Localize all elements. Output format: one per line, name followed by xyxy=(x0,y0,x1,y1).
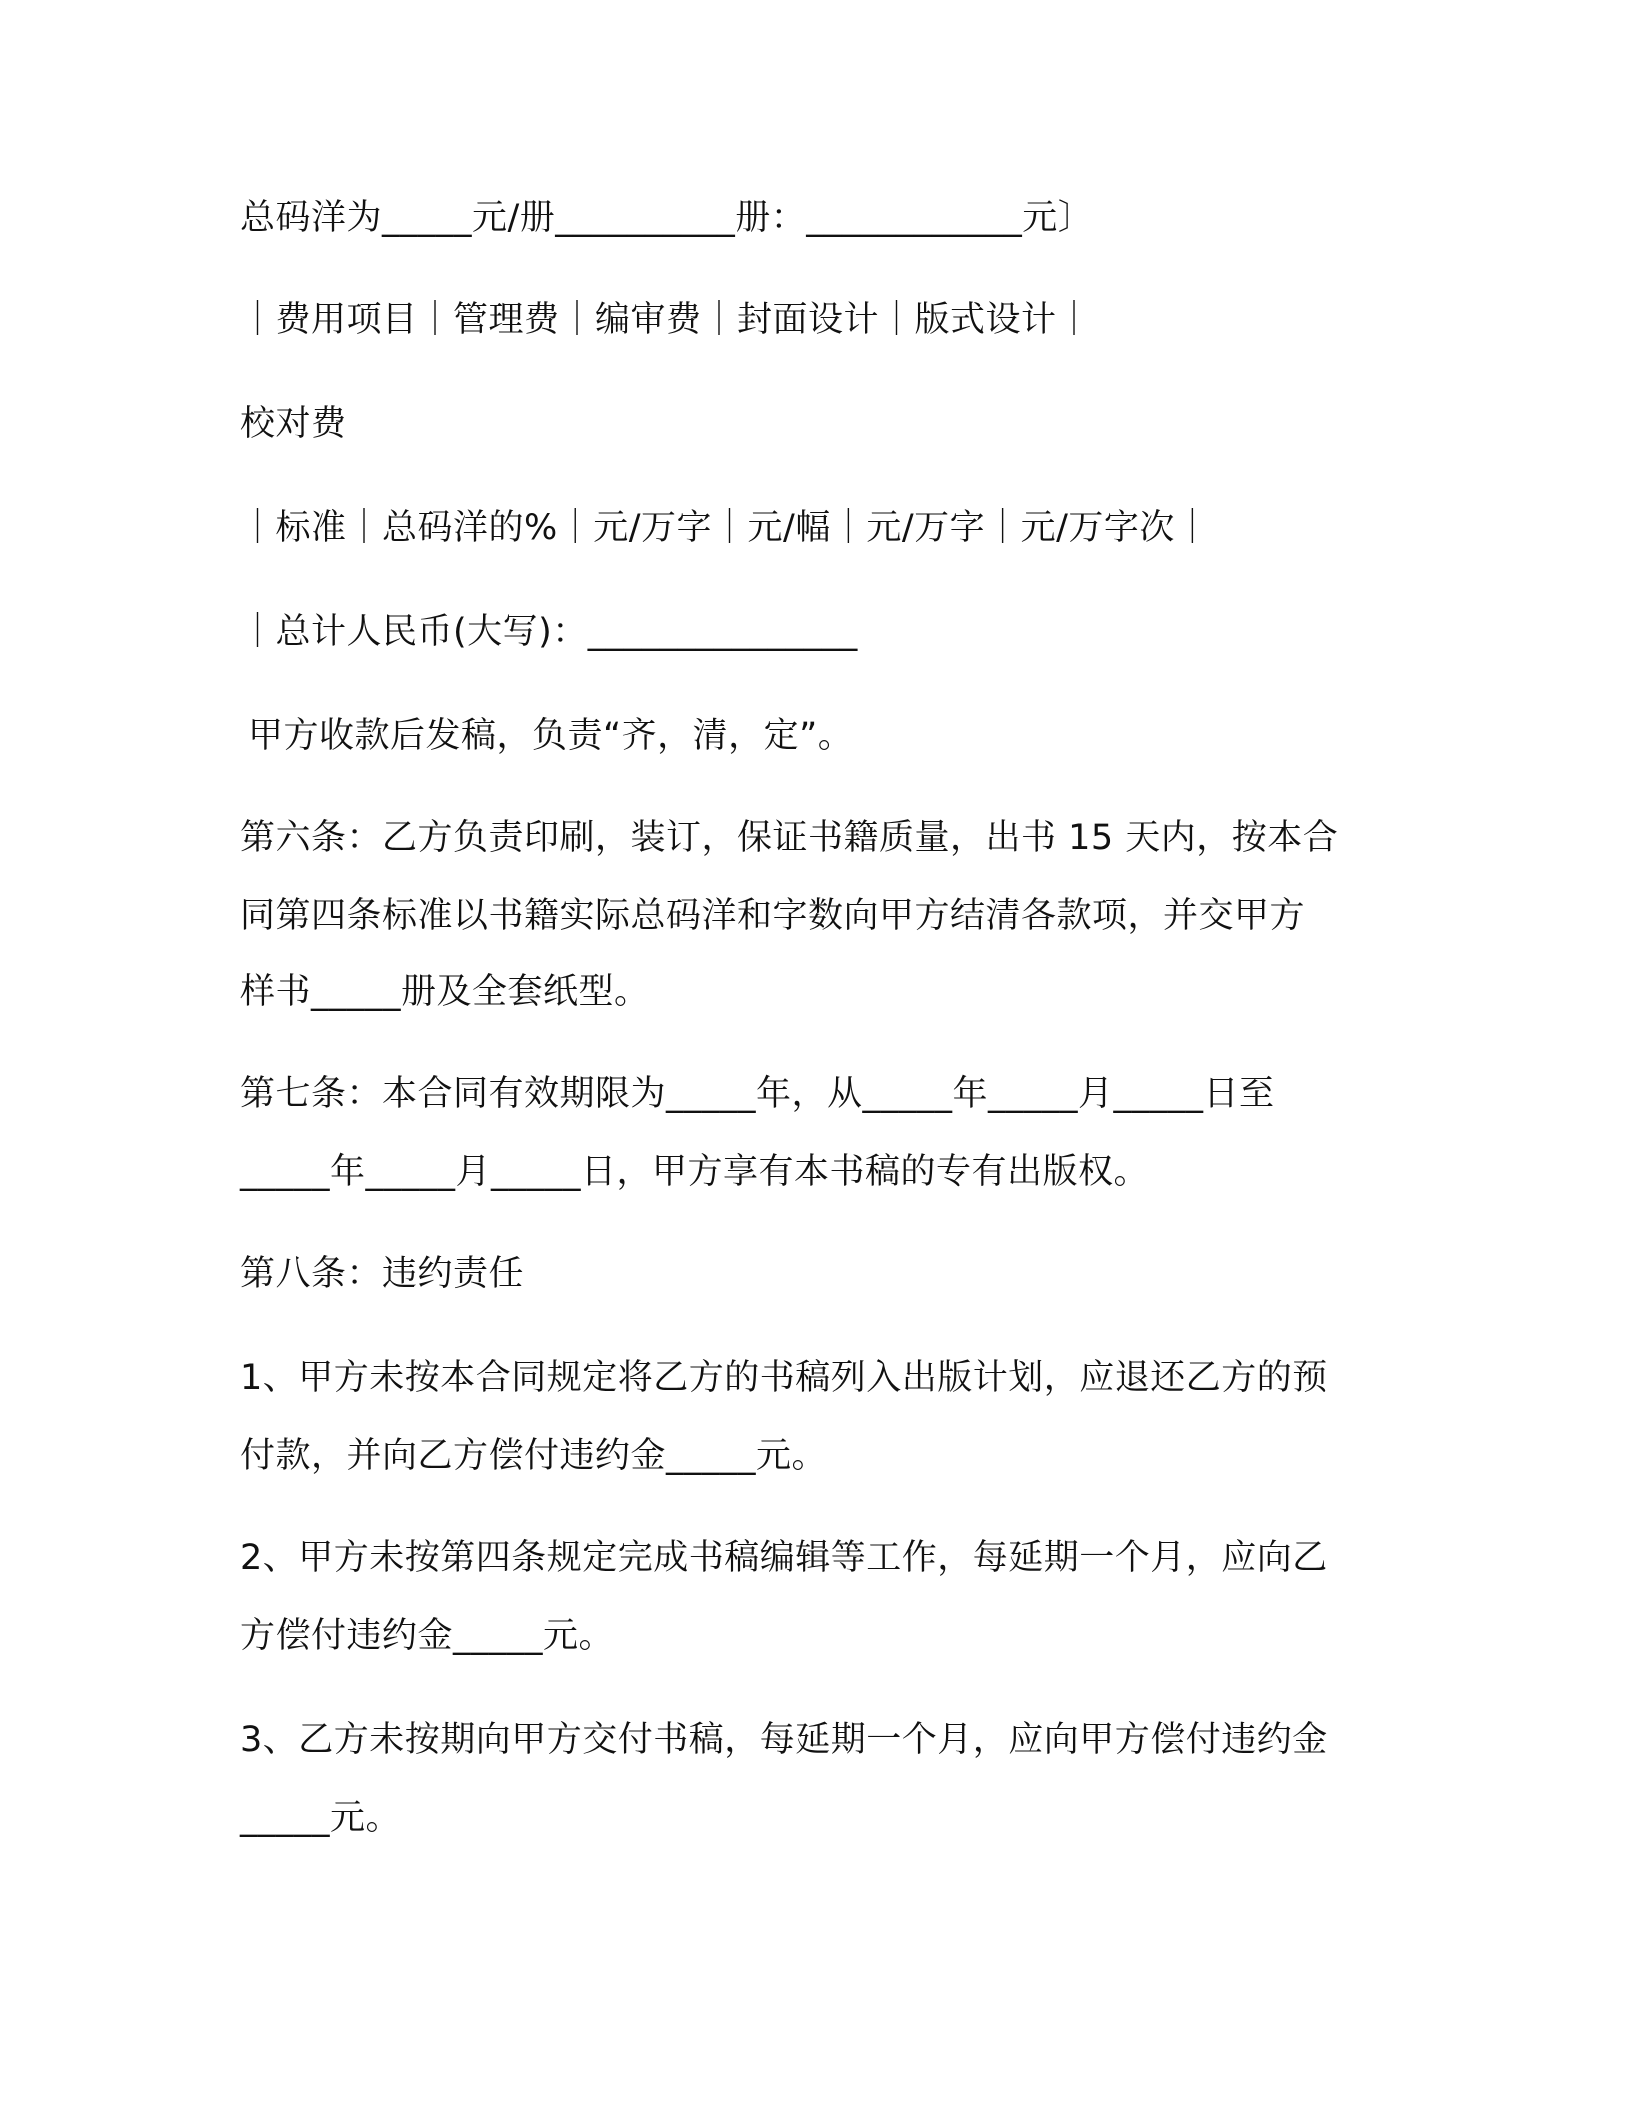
clause-1-line-1: 1、甲方未按本合同规定将乙方的书稿列入出版计划，应退还乙方的预 xyxy=(240,1358,1328,1398)
table-row-grand-total: ｜总计人民币(大写)：_______________ xyxy=(240,612,858,652)
article-7-line-1: 第七条：本合同有效期限为_____年，从_____年_____月_____日至 xyxy=(240,1074,1275,1114)
table-row-fee-items: ｜费用项目｜管理费｜编审费｜封面设计｜版式设计｜ xyxy=(240,300,1093,340)
article-8-heading: 第八条：违约责任 xyxy=(240,1254,525,1294)
text-line-proofreading-fee: 校对费 xyxy=(240,404,347,444)
clause-1-line-2: 付款，并向乙方偿付违约金_____元。 xyxy=(240,1436,828,1476)
clause-3-line-1: 3、乙方未按期向甲方交付书稿，每延期一个月，应向甲方偿付违约金 xyxy=(240,1720,1328,1760)
clause-2-line-1: 2、甲方未按第四条规定完成书稿编辑等工作，每延期一个月，应向乙 xyxy=(240,1538,1328,1578)
table-row-standards: ｜标准｜总码洋的%｜元/万字｜元/幅｜元/万字｜元/万字次｜ xyxy=(240,508,1211,548)
article-7-line-2: _____年_____月_____日，甲方享有本书稿的专有出版权。 xyxy=(240,1152,1150,1192)
text-line-manuscript-release: 甲方收款后发稿，负责“齐，清，定”。 xyxy=(248,716,854,756)
article-6-line-2: 同第四条标准以书籍实际总码洋和字数向甲方结清各款项，并交甲方 xyxy=(240,896,1306,936)
clause-2-line-2: 方偿付违约金_____元。 xyxy=(240,1616,615,1656)
article-6-line-3: 样书_____册及全套纸型。 xyxy=(240,972,650,1012)
clause-3-line-2: _____元。 xyxy=(240,1798,402,1838)
article-6-line-1: 第六条：乙方负责印刷，装订，保证书籍质量，出书 15 天内，按本合 xyxy=(240,818,1339,858)
text-line-total-price: 总码洋为_____元/册__________册：____________元〕 xyxy=(240,198,1094,238)
